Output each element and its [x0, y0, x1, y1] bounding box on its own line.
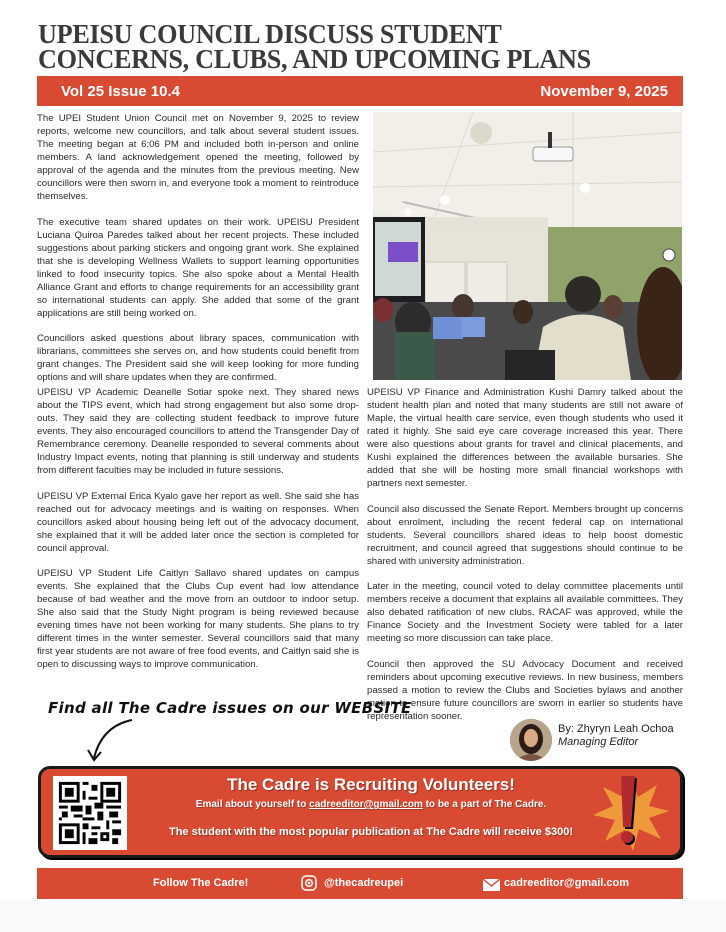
footer-email[interactable]: cadreeditor@gmail.com — [504, 877, 630, 889]
issue-date: November 9, 2025 — [540, 82, 668, 100]
paragraph: Later in the meeting, council voted to delay committee placements until members receive a document that explains all available committees. They also debated ratification of new clubs. RACAF was approved, while the Finance Society and the Investment Society were tabled for a later meeting so more discussion can take place. — [367, 581, 683, 644]
paragraph: UPEISU VP Student Life Caitlyn Sallavo shared updates on campus events. She explained that the Clubs Cup event had low attendance because of bad weather and the move from an outdoor to indoor setup. She also said that the Study Night program is being reviewed because evening times have not been working for many students. She plans to try different times in the winter semester. Several councillors said that many first year students are not aware of free food events, and Caitlyn said she is open to discussing ways to improve communication. — [37, 568, 359, 670]
recruitment-title: The Cadre is Recruiting Volunteers! — [227, 775, 515, 794]
paragraph: Councillors asked questions about library spaces, communication with librarians, committees she serves on, and how students could benefit from grant changes. The President said she will keep looking for more funding options and will share updates when they are confirmed. — [37, 333, 359, 383]
council-meeting-photo — [373, 112, 682, 380]
recruitment-callout — [38, 766, 683, 858]
paragraph: UPEISU VP External Erica Kyalo gave her report as well. She said she has reached out for advocacy meetings and is waiting on responses. When councillors asked about housing being left out of the advocacy document, she explained that it will be added later once the section is completed for council approval. — [37, 490, 359, 554]
meeting-room-illustration — [373, 112, 682, 380]
footer-bar — [37, 868, 683, 899]
recruitment-email-suffix: to be a part of The Cadre. — [422, 799, 547, 810]
page-bottom-margin — [0, 900, 726, 932]
exclamation-burst-icon — [591, 773, 671, 853]
headline-line-1: UPEISU COUNCIL DISCUSS STUDENT — [38, 19, 502, 49]
instagram-icon — [301, 875, 317, 894]
paragraph: The UPEI Student Union Council met on November 9, 2025 to review reports, welcome new councillors, and talk about several student issues. The meeting began at 6:06 PM and included both in-person and online members. A land acknowledgement opened the meeting, followed by approval of the agenda and the minutes from the previous meeting. New councillors were then sworn in, and everyone took a moment to reintroduce themselves. — [37, 113, 359, 202]
paragraph: Council then approved the SU Advocacy Document and received reminders about upcoming executive reviews. In new business, members passed a motion to review the Clubs and Societies bylaws and another motion to ensure future councillors are sworn in earlier so students have representation sooner. — [367, 658, 683, 722]
recruitment-prize-line: The student with the most popular publication at The Cadre will receive $300! — [168, 826, 574, 838]
issue-banner — [37, 76, 683, 106]
article-column-right-bottom — [367, 386, 683, 735]
article-column-left-bottom — [37, 386, 359, 684]
author-portrait-icon — [510, 719, 552, 761]
headline-line-2: CONCERNS, CLUBS, AND UPCOMING PLANS — [38, 44, 591, 74]
recruitment-email-link[interactable]: cadreeditor@gmail.com — [309, 799, 423, 810]
author-avatar — [510, 719, 552, 761]
follow-label: Follow The Cadre! — [153, 877, 249, 889]
instagram-handle[interactable]: @thecadreupei — [324, 877, 404, 889]
issue-number: Vol 25 Issue 10.4 — [61, 82, 180, 100]
qr-code-icon — [53, 776, 127, 850]
article-column-left-top — [37, 112, 359, 397]
website-qr-code[interactable] — [53, 776, 127, 850]
website-promo-note[interactable]: Find all The Cadre issues on our WEBSITE — [48, 699, 412, 717]
curved-arrow-icon — [80, 716, 140, 766]
byline — [510, 719, 674, 761]
author-role: Managing Editor — [558, 736, 639, 748]
recruitment-email-prefix: Email about yourself to — [195, 799, 310, 810]
paragraph: UPEISU VP Academic Deanelle Sotiar spoke next. They shared news about the TIPS event, which had strong engagement but also some drop-outs. They said they are collecting student feedback to improve future events. They also encouraged councillors to attend the Transgender Day of Remembrance ceremony. Deanelle responded to several comments about Industry Impact events, noting that planning is still underway and students from different faculties may be included in future sessions. — [37, 387, 359, 476]
paragraph: Council also discussed the Senate Report. Members brought up concerns about enrolment, including the recent federal cap on international students. Several councillors shared ideas to help boost domestic recruitment, and council agreed that suggestions should continue to be shared with university administration. — [367, 503, 683, 567]
author-name: By: Zhyryn Leah Ochoa — [558, 723, 674, 735]
recruitment-email-line — [141, 799, 601, 810]
headline — [38, 19, 669, 74]
mail-icon — [483, 879, 500, 894]
paragraph: UPEISU VP Finance and Administration Kushi Damry talked about the student health plan and noted that many students are still not aware of Maple, the virtual health care service, even though students who used it rated it highly. She said eye care coverage increased this year. There were also questions about grants for travel and clinical placements, and Kushi explained the differences between the available bursaries. She added that she will be hosting more small financial workshops with partners next semester. — [367, 387, 683, 489]
paragraph: The executive team shared updates on their work. UPEISU President Luciana Quiroa Paredes talked about her recent projects. These included suggestions about parking stickers and ongoing grant work. She explained that she is developing Wellness Wallets to support learning opportunities linked to food insecurity topics. She also spoke about a Mental Health Alliance Grant and efforts to change requirements for an accessibility grant so international students can apply. She added that some of the grant applications are still being worked on. — [37, 216, 359, 319]
